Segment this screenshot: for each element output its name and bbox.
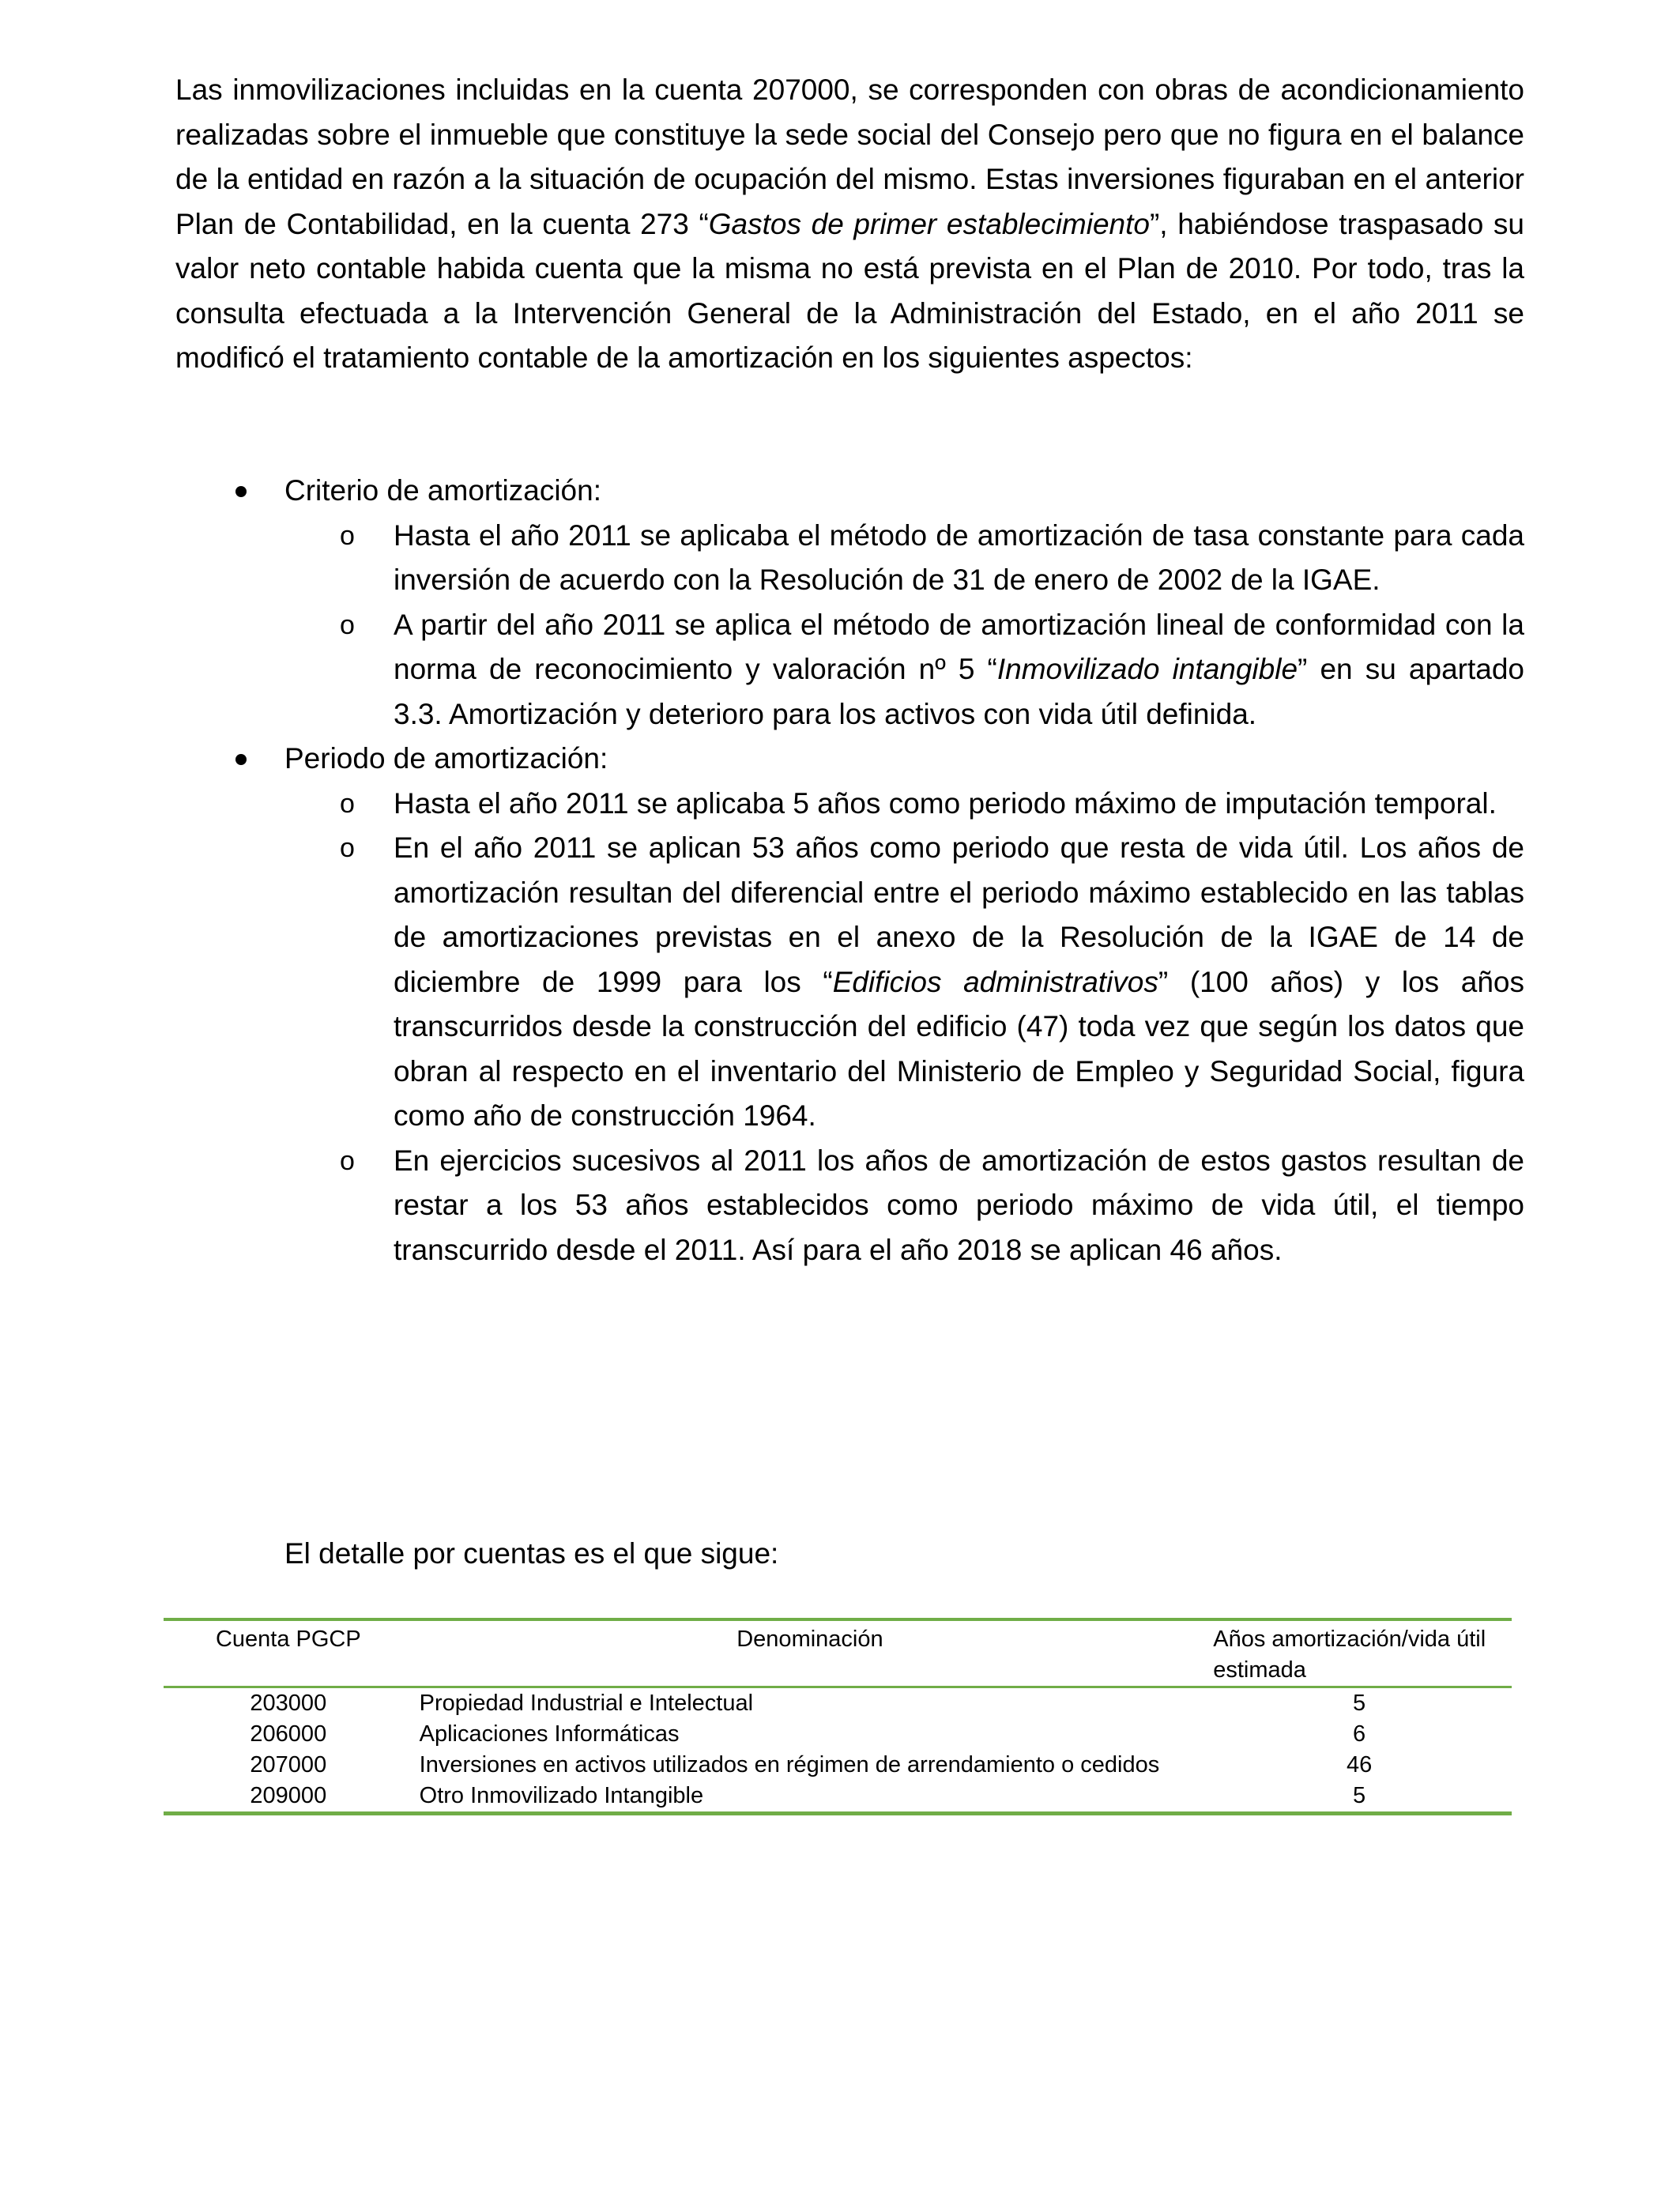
sub-item-text bbox=[394, 826, 1524, 1139]
bullet-periodo bbox=[175, 737, 1524, 782]
sub-item bbox=[175, 1139, 1524, 1273]
bullet-list bbox=[175, 469, 1524, 1272]
bullet-label: Periodo de amortización: bbox=[284, 742, 608, 775]
cell-cuenta: 206000 bbox=[250, 1721, 327, 1747]
circle-bullet-icon: o bbox=[340, 788, 355, 819]
circle-bullet-icon: o bbox=[340, 609, 355, 640]
sub-item-text bbox=[394, 603, 1524, 737]
header-denominacion: Denominación bbox=[736, 1627, 883, 1652]
sub-item bbox=[175, 782, 1524, 827]
sub-item-text-part1: En ejercicios sucesivos al 2011 los años de amortización de estos gastos resultan de restar a los 53 años establecidos como periodo máximo de vida útil, el tiempo transcurrido desde el 2011. Así para el año 2018 se aplican 46 años. bbox=[394, 1144, 1524, 1266]
sub-item-text-part2: ” (100 años) y los años transcurridos desde la construcción del edificio (47) toda vez que según los datos que obran al respecto en el inventario del Ministerio de Empleo y Seguridad Social, figura como año de construcción 1964. bbox=[394, 965, 1525, 1132]
cell-anos: 5 bbox=[1353, 1691, 1366, 1716]
header-anos: Años amortización/vida útil estimada bbox=[1213, 1627, 1486, 1683]
intro-text-part1: Las inmovilizaciones incluidas en la cuenta 207000, se corresponden con obras de acondicionamiento realizadas sobre el inmueble que constituye la sede social del Consejo pero que no figura en el balance de la entidad en razón a la situación de ocupación del mismo. Estas inversiones figuraban en el anterior Plan de Contabilidad, en la cuenta 273 “ bbox=[175, 74, 1524, 240]
sub-item-text bbox=[394, 1139, 1524, 1273]
sub-item-text-italic: Inmovilizado intangible bbox=[996, 653, 1298, 685]
sub-item bbox=[175, 826, 1524, 1139]
detail-intro: El detalle por cuentas es el que sigue: bbox=[284, 1537, 779, 1570]
sub-item-text bbox=[394, 782, 1524, 827]
table-body bbox=[164, 1687, 1512, 1814]
cell-denominacion: Aplicaciones Informáticas bbox=[419, 1721, 680, 1747]
bullet-dot-icon bbox=[235, 754, 247, 765]
bullet-label: Criterio de amortización: bbox=[284, 474, 601, 507]
sub-item-text-part1: Hasta el año 2011 se aplicaba 5 años como periodo máximo de imputación temporal. bbox=[394, 786, 1497, 820]
intro-text bbox=[175, 68, 1524, 381]
sub-item-text-italic: Edificios administrativos bbox=[832, 965, 1158, 998]
cell-cuenta: 209000 bbox=[250, 1783, 327, 1808]
circle-bullet-icon: o bbox=[340, 833, 355, 863]
header-cuenta: Cuenta PGCP bbox=[215, 1627, 361, 1652]
bullet-dot-icon bbox=[235, 486, 247, 497]
table-header bbox=[164, 1619, 1512, 1687]
table-row bbox=[164, 1719, 1512, 1750]
intro-text-italic: Gastos de primer establecimiento bbox=[708, 207, 1150, 240]
accounts-table bbox=[164, 1618, 1512, 1815]
sub-item-text-part2: ” en su apartado 3.3. Amortización y deterioro para los activos con vida útil definida. bbox=[394, 653, 1524, 730]
sub-item bbox=[175, 603, 1524, 737]
cell-denominacion: Propiedad Industrial e Intelectual bbox=[419, 1691, 754, 1716]
cell-denominacion: Otro Inmovilizado Intangible bbox=[419, 1783, 704, 1808]
table-row bbox=[164, 1781, 1512, 1814]
circle-bullet-icon: o bbox=[340, 1145, 355, 1176]
cell-anos: 5 bbox=[1353, 1783, 1366, 1808]
cell-cuenta: 203000 bbox=[250, 1691, 327, 1716]
cell-anos: 6 bbox=[1353, 1721, 1366, 1747]
table-row bbox=[164, 1687, 1512, 1720]
intro-text-part3: ”, habiéndose traspasado su valor neto contable habida cuenta que la misma no está prevista en el Plan de 2010. Por todo, tras la consulta efectuada a la Intervención General de la Administración del Estado, en el año 2011 se modificó el tratamiento contable de la amortización en los siguientes aspectos: bbox=[175, 207, 1524, 374]
sub-item-text-part1: En el año 2011 se aplican 53 años como periodo que resta de vida útil. Los años de amortización resultan del diferencial entre el periodo máximo establecido en las tablas de amortizaciones previstas en el anexo de la Resolución de la IGAE de 14 de diciembre de 1999 para los “ bbox=[394, 831, 1524, 998]
circle-bullet-icon: o bbox=[340, 520, 355, 551]
bullet-criterio bbox=[175, 469, 1524, 514]
intro-paragraph bbox=[175, 68, 1524, 381]
cell-cuenta: 207000 bbox=[250, 1752, 327, 1777]
cell-denominacion: Inversiones en activos utilizados en régimen de arrendamiento o cedidos bbox=[419, 1752, 1160, 1777]
sub-item-text-part1: A partir del año 2011 se aplica el método de amortización lineal de conformidad con la norma de reconocimiento y valoración nº 5 “ bbox=[394, 608, 1524, 685]
sub-item bbox=[175, 514, 1524, 603]
table-row bbox=[164, 1750, 1512, 1781]
sub-item-text bbox=[394, 514, 1524, 603]
sub-item-text-part1: Hasta el año 2011 se aplicaba el método de amortización de tasa constante para cada inversión de acuerdo con la Resolución de 31 de enero de 2002 de la IGAE. bbox=[394, 518, 1524, 596]
cell-anos: 46 bbox=[1346, 1752, 1373, 1777]
table-header-row bbox=[164, 1619, 1512, 1687]
